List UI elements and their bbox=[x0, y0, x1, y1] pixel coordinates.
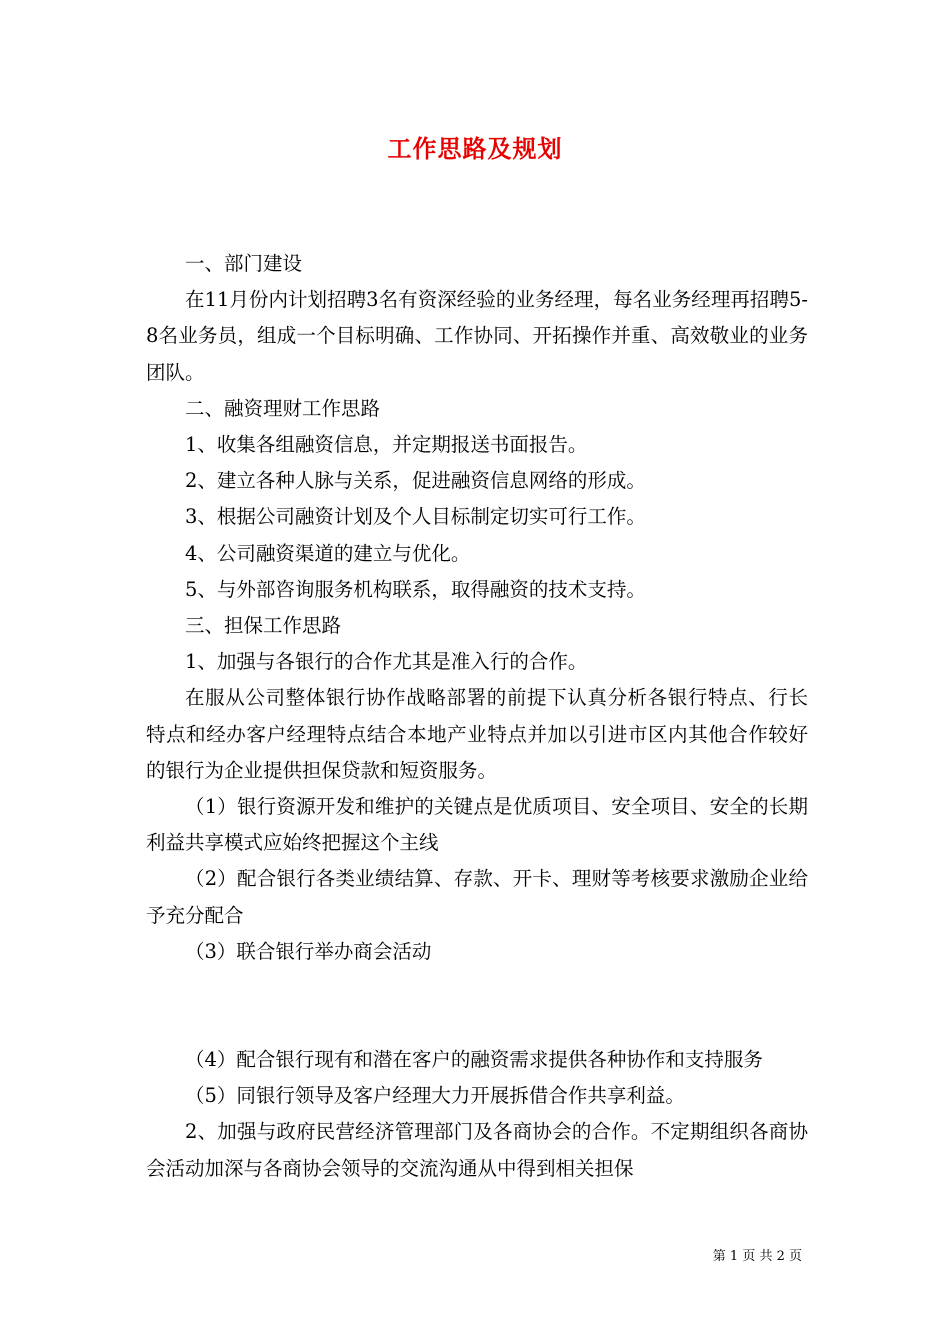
list-item: 1、加强与各银行的合作尤其是准入行的合作。 bbox=[185, 650, 588, 674]
heading-department: 一、部门建设 bbox=[185, 252, 303, 275]
list-item: （3）联合银行举办商会活动 bbox=[185, 939, 432, 963]
list-item: （1）银行资源开发和维护的关键点是优质项目、安全项目、安全的长期利益共享模式应始终把握这个主线 bbox=[146, 795, 808, 855]
list-item: 2、建立各种人脉与关系，促进融资信息网络的形成。 bbox=[185, 469, 646, 493]
heading-guarantee: 三、担保工作思路 bbox=[185, 614, 342, 638]
document-body bbox=[146, 246, 808, 1187]
paragraph-bank-cooperation: 在服从公司整体银行协作战略部署的前提下认真分析各银行特点、行长特点和经办客户经理特点结合本地产业特点并加以引进市区内其他合作较好的银行为企业提供担保贷款和短资服务。 bbox=[146, 686, 808, 782]
paragraph-recruitment: 在11月份内计划招聘3名有资深经验的业务经理，每名业务经理再招聘5-8名业务员，组成一个目标明确、工作协同、开拓操作并重、高效敬业的业务团队。 bbox=[146, 288, 808, 384]
document-title: 工作思路及规划 bbox=[387, 134, 563, 163]
list-item: 2、加强与政府民营经济管理部门及各商协会的合作。不定期组织各商协会活动加深与各商协会领导的交流沟通从中得到相关担保 bbox=[146, 1120, 808, 1180]
list-item: 3、根据公司融资计划及个人目标制定切实可行工作。 bbox=[185, 505, 646, 529]
list-item: （2）配合银行各类业绩结算、存款、开卡、理财等考核要求激励企业给予充分配合 bbox=[146, 867, 808, 927]
blank-gap bbox=[146, 970, 808, 1042]
page-number: 第 1 页 共 2 页 bbox=[712, 1249, 802, 1264]
list-item: （4）配合银行现有和潜在客户的融资需求提供各种协作和支持服务 bbox=[185, 1048, 763, 1072]
heading-financing: 二、融资理财工作思路 bbox=[185, 396, 381, 420]
list-item: 4、公司融资渠道的建立与优化。 bbox=[185, 541, 471, 565]
list-item: （5）同银行领导及客户经理大力开展拆借合作共享利益。 bbox=[185, 1084, 685, 1108]
list-item: 1、收集各组融资信息，并定期报送书面报告。 bbox=[185, 433, 588, 457]
list-item: 5、与外部咨询服务机构联系，取得融资的技术支持。 bbox=[185, 577, 646, 601]
